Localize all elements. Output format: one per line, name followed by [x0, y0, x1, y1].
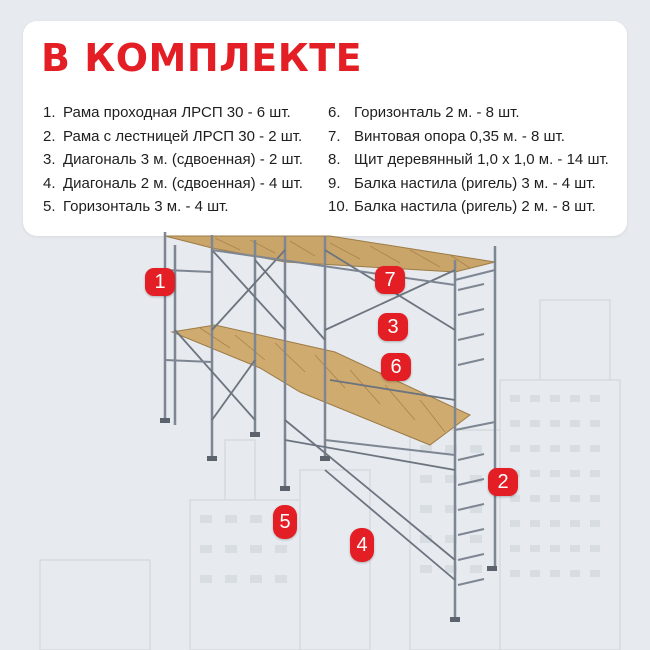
- list-item: 2. Рама с лестницей ЛРСП 30 - 2 шт.: [43, 127, 303, 145]
- list-item: 4. Диагональ 2 м. (сдвоенная) - 4 шт.: [43, 174, 303, 192]
- marker-7: 7: [375, 266, 405, 294]
- list-item: 6. Горизонталь 2 м. - 8 шт.: [328, 104, 520, 121]
- screw-supports: [160, 418, 497, 622]
- list-item: 5. Горизонталь 3 м. - 4 шт.: [43, 198, 229, 215]
- marker-4: 4: [350, 528, 374, 562]
- list-item: 1. Рама проходная ЛРСП 30 - 6 шт.: [43, 104, 291, 121]
- list-item: 10. Балка настила (ригель) 2 м. - 8 шт.: [328, 198, 596, 215]
- page-title: В КОМПЛЕКТЕ: [41, 36, 363, 80]
- marker-6: 6: [381, 353, 411, 381]
- marker-5: 5: [273, 505, 297, 539]
- ladder: [458, 284, 484, 585]
- marker-2: 2: [488, 468, 518, 496]
- list-item: 7. Винтовая опора 0,35 м. - 8 шт.: [328, 127, 565, 145]
- list-item: 9. Балка настила (ригель) 3 м. - 4 шт.: [328, 174, 596, 192]
- marker-1: 1: [145, 268, 175, 296]
- wooden-deck-lower: [172, 325, 470, 445]
- list-item: 3. Диагональ 3 м. (сдвоенная) - 2 шт.: [43, 151, 303, 168]
- list-item: 8. Щит деревянный 1,0 х 1,0 м. - 14 шт.: [328, 151, 609, 168]
- marker-3: 3: [378, 313, 408, 341]
